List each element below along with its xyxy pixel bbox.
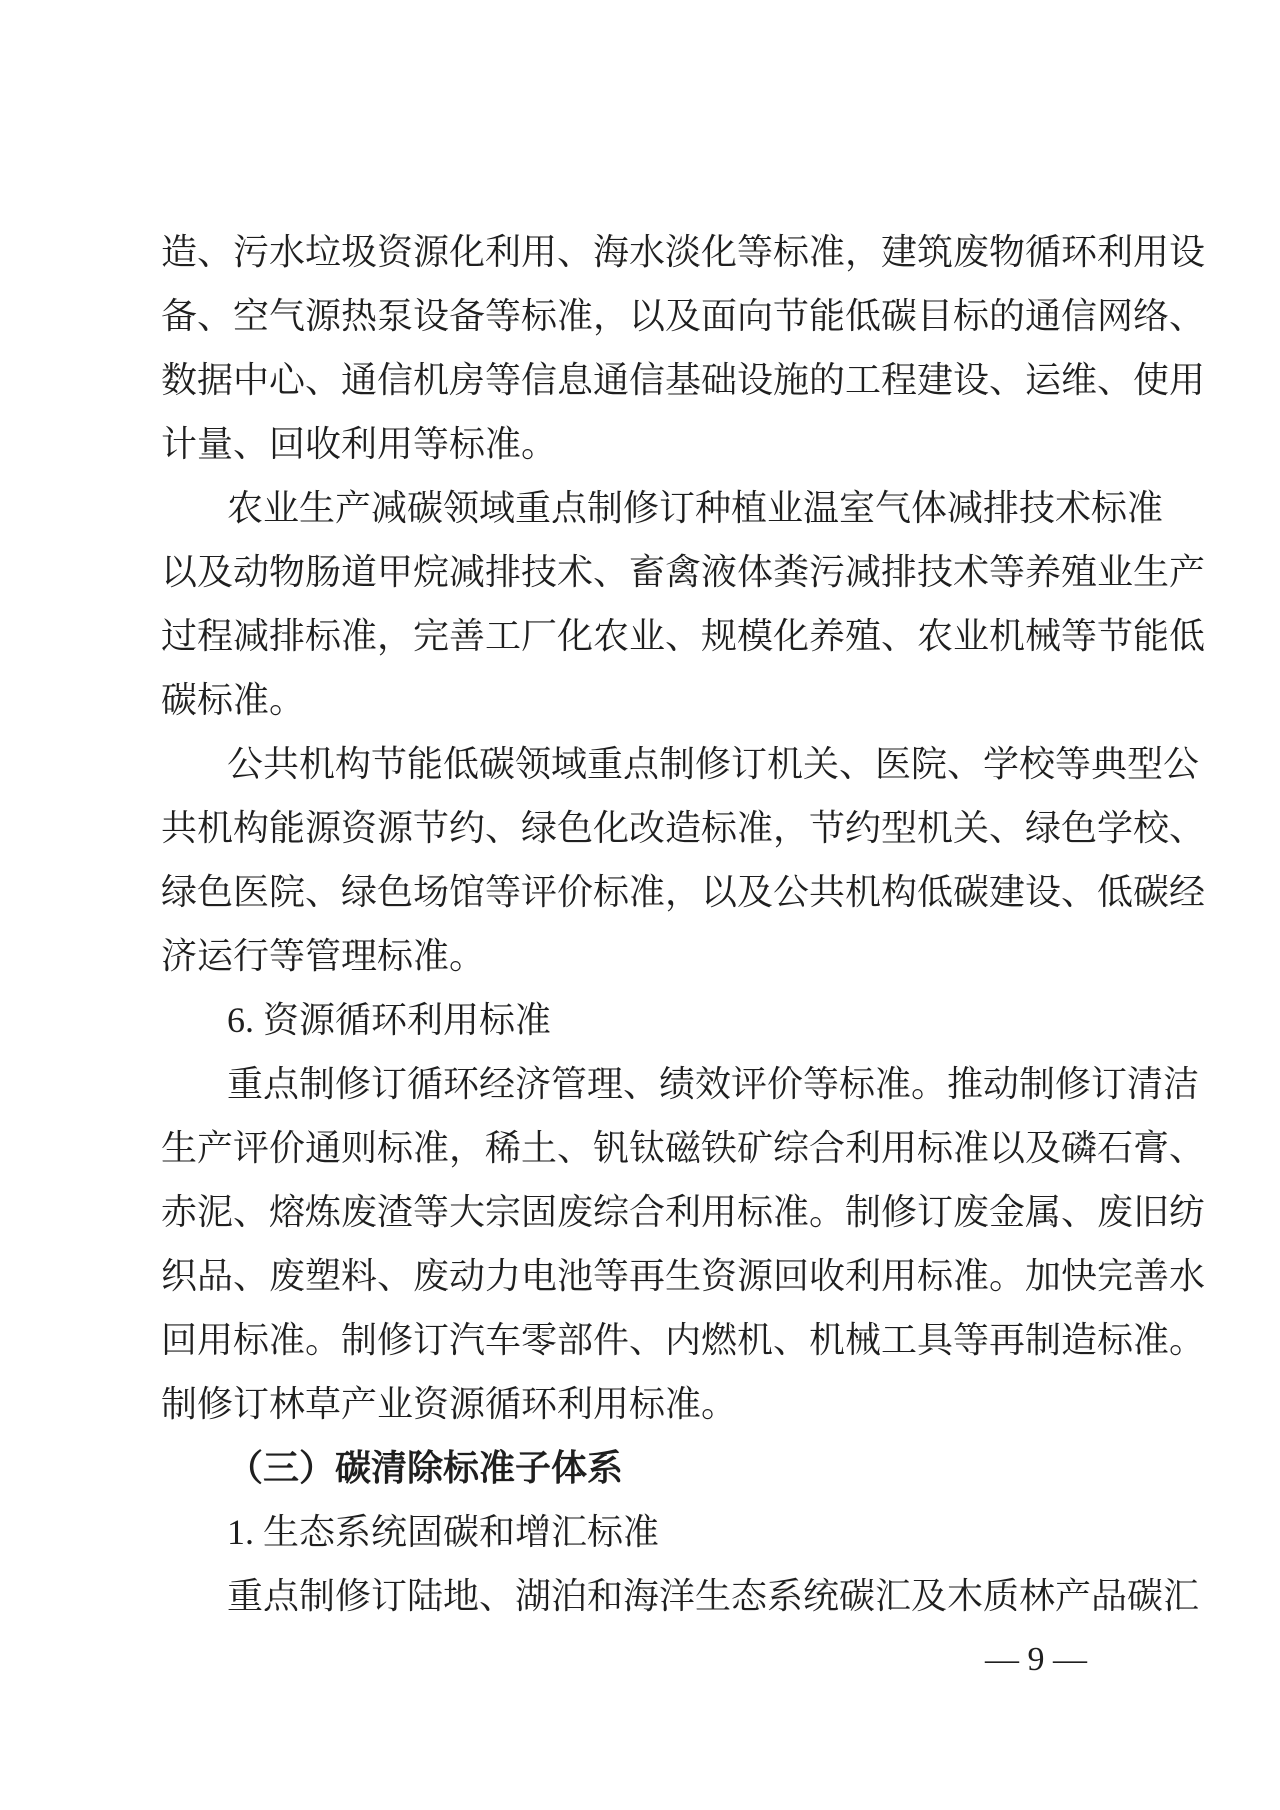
body-text-line: 计量、回收利用等标准。 — [161, 424, 558, 464]
body-text-line: 绿色医院、绿色场馆等评价标准，以及公共机构低碳建设、低碳经 — [161, 872, 1206, 912]
body-text-line: 生产评价通则标准，稀土、钒钛磁铁矿综合利用标准以及磷石膏、 — [161, 1128, 1206, 1168]
body-text-line: 过程减排标准，完善工厂化农业、规模化养殖、农业机械等节能低 — [161, 616, 1206, 656]
body-text-line: 重点制修订循环经济管理、绩效评价等标准。推动制修订清洁 — [227, 1064, 1200, 1104]
body-text-line: 济运行等管理标准。 — [161, 936, 486, 976]
body-text-line: 公共机构节能低碳领域重点制修订机关、医院、学校等典型公 — [227, 744, 1200, 784]
body-text-line: 赤泥、熔炼废渣等大宗固废综合利用标准。制修订废金属、废旧纺 — [161, 1192, 1206, 1232]
body-text-line: 重点制修订陆地、湖泊和海洋生态系统碳汇及木质林产品碳汇 — [227, 1576, 1200, 1616]
body-text-line: 农业生产减碳领域重点制修订种植业温室气体减排技术标准 — [227, 488, 1164, 528]
heading-section-3-carbon-removal: （三）碳清除标准子体系 — [227, 1448, 624, 1488]
body-text-line: 以及动物肠道甲烷减排技术、畜禽液体粪污减排技术等养殖业生产 — [161, 552, 1206, 592]
body-text-line: 碳标准。 — [161, 680, 306, 720]
body-text-line: 数据中心、通信机房等信息通信基础设施的工程建设、运维、使用 — [161, 360, 1206, 400]
body-text-line: 备、空气源热泵设备等标准，以及面向节能低碳目标的通信网络、 — [161, 296, 1206, 336]
body-text-line: 织品、废塑料、废动力电池等再生资源回收利用标准。加快完善水 — [161, 1256, 1206, 1296]
body-text-line: 共机构能源资源节约、绿色化改造标准，节约型机关、绿色学校、 — [161, 808, 1206, 848]
document-body — [161, 220, 1207, 1628]
heading-resource-recycling: 6. 资源循环利用标准 — [227, 1000, 552, 1040]
heading-ecosystem-carbon-sink: 1. 生态系统固碳和增汇标准 — [227, 1512, 660, 1552]
body-text-line: 制修订林草产业资源循环利用标准。 — [161, 1384, 738, 1424]
body-text-line: 回用标准。制修订汽车零部件、内燃机、机械工具等再制造标准。 — [161, 1320, 1206, 1360]
body-text-line: 造、污水垃圾资源化利用、海水淡化等标准，建筑废物循环利用设 — [161, 232, 1206, 272]
page-number: — 9 — — [985, 1641, 1087, 1678]
